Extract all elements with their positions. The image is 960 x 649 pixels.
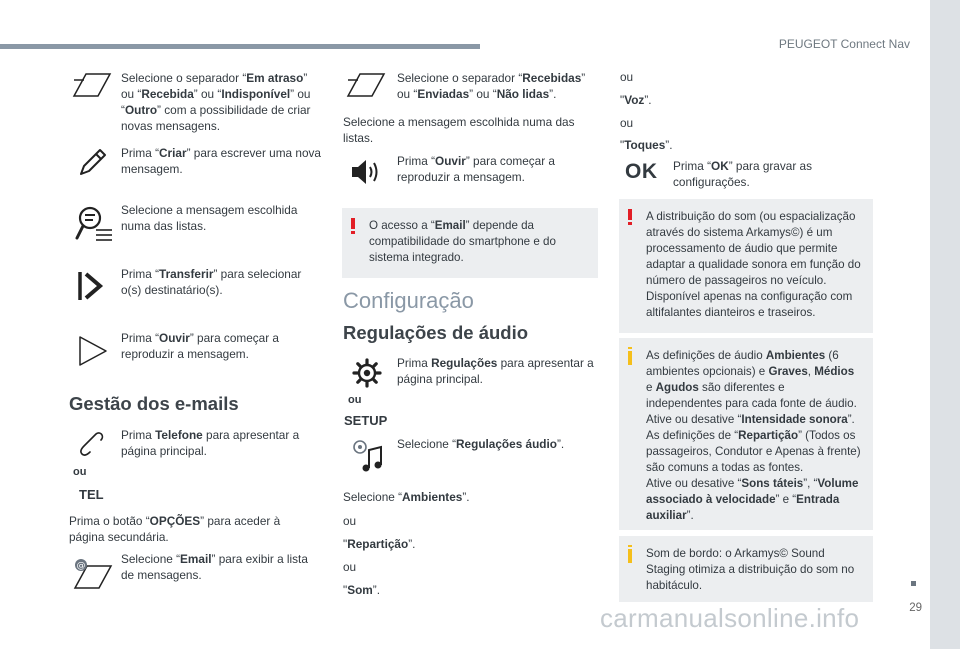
instruction-audio-settings: Selecione “Regulações áudio”. (397, 437, 565, 451)
section-heading-email: Gestão dos e-mails (69, 393, 239, 414)
instruction-create: Prima “Criar” para escrever uma nova mensagem. (121, 146, 321, 176)
option-voz: "Voz”. (620, 93, 652, 107)
option-ambientes: Selecione “Ambientes”. (343, 490, 470, 504)
svg-text:@: @ (76, 561, 86, 571)
or-label: ou (73, 466, 87, 478)
instruction-select-message-2: Selecione a mensagem escolhida numa das listas. (343, 115, 575, 145)
instruction-email: Selecione “Email” para exibir a lista de mensagens. (121, 552, 308, 582)
info-icon (628, 549, 632, 563)
or-text: ou (343, 560, 357, 574)
instruction-select-tab-2: Selecione o separador “Recebidas” ou “Enviadas” ou “Não lidas”. (397, 71, 586, 101)
option-reparticao: "Repartição”. (343, 537, 416, 551)
option-som: "Som”. (343, 583, 380, 597)
instruction-listen-2: Prima “Ouvir” para começar a reproduzir a mensagem. (397, 154, 555, 184)
audio-settings-icon (347, 436, 387, 476)
end-marker (911, 581, 916, 586)
forward-icon (76, 270, 106, 302)
tel-button-label: TEL (79, 487, 104, 502)
ok-button-label: OK (625, 160, 658, 183)
watermark: carmanualsonline.info (600, 603, 860, 633)
setup-button-label: SETUP (344, 413, 388, 428)
email-at-icon (71, 556, 115, 590)
instruction-telephone: Prima Telefone para apresentar a página principal. (121, 428, 300, 458)
play-icon (76, 334, 110, 368)
search-list-icon (74, 204, 114, 244)
envelope-icon (344, 70, 388, 100)
phone-icon (78, 430, 106, 458)
page-side-strip (930, 0, 960, 649)
header-rule (0, 44, 480, 49)
info-audio-settings: As definições de áudio Ambientes (6 ambientes opcionais) e Graves, Médios e Agudos são diferentes e independentes para cada fonte de áudio. Ative ou desative “Intensidade sonora”. As definições de “Repartição” (Todos os passageiros, Condutor e Apenas à frente) são comuns a todas as fontes. Ative ou desative “Sons táteis”, “Volume associado à velocidade” e “Entrada auxiliar”. (619, 338, 873, 530)
instruction-ok: Prima “OK” para gravar as configurações. (673, 159, 812, 189)
page-number: 29 (909, 602, 922, 614)
section-title-configuration: Configuração (343, 288, 474, 313)
instruction-settings: Prima Regulações para apresentar a página principal. (397, 356, 594, 386)
gear-icon (352, 358, 382, 388)
warning-sound-distribution: A distribuição do som (ou espacialização através do sistema Arkamys©) é um processamento de áudio que permite adaptar a qualidade sonora em função do número de passageiros no veículo. Disponível apenas na configuração com altifalantes dianteiros e traseiros. (619, 199, 873, 333)
instruction-listen: Prima “Ouvir” para começar a reproduzir a mensagem. (121, 331, 279, 361)
or-label: ou (348, 394, 362, 406)
pencil-icon (76, 146, 108, 178)
warning-icon (351, 218, 355, 229)
section-heading-audio: Regulações de áudio (343, 322, 529, 343)
info-icon (628, 351, 632, 365)
speaker-icon (349, 157, 383, 187)
warning-email-compatibility: O acesso a “Email” depende da compatibilidade do smartphone e do sistema integrado. (342, 208, 598, 278)
or-text: ou (620, 70, 634, 84)
instruction-select-tab: Selecione o separador “Em atraso” ou “Recebida” ou “Indisponível” ou “Outro” com a possibilidade de criar novas mensagens. (121, 71, 311, 133)
or-text: ou (343, 514, 357, 528)
option-toques: "Toques”. (620, 138, 673, 152)
warning-icon (628, 209, 632, 220)
brand-title: PEUGEOT Connect Nav (778, 37, 910, 51)
info-sound-staging: Som de bordo: o Arkamys© Sound Staging otimiza a distribuição do som no habitáculo. (619, 536, 873, 602)
instruction-select-message: Selecione a mensagem escolhida numa das listas. (121, 203, 298, 233)
or-text: ou (620, 116, 634, 130)
instruction-forward: Prima “Transferir” para selecionar o(s) destinatário(s). (121, 267, 302, 297)
instruction-options: Prima o botão “OPÇÕES” para aceder à página secundária. (69, 514, 281, 544)
envelope-icon (70, 70, 114, 100)
